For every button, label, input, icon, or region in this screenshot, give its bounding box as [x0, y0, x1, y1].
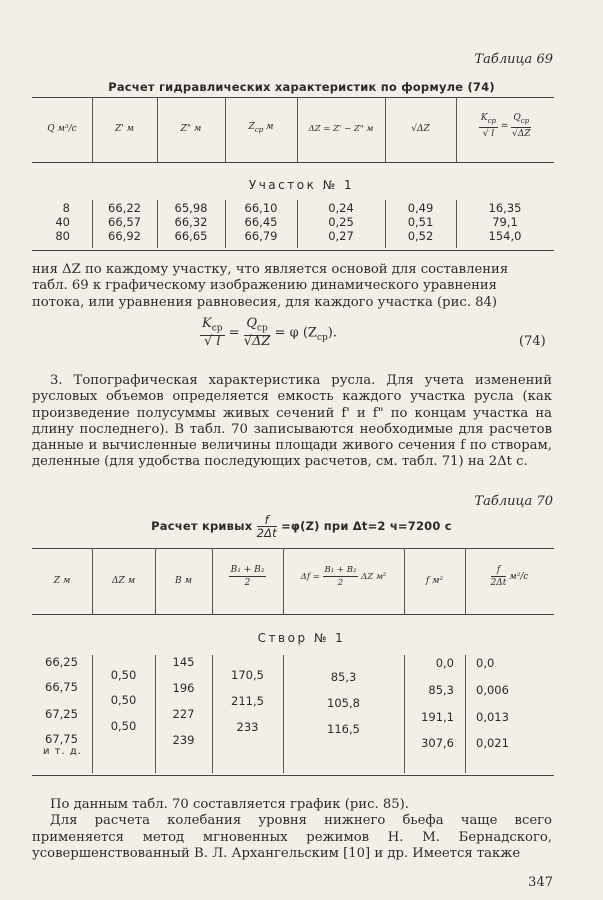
table-69-caption: Таблица 69	[474, 52, 553, 67]
table-70-cell: и т. д.	[43, 746, 82, 757]
table-70-header-dz: ΔZ м	[111, 576, 136, 586]
table-70-header-z: Z м	[53, 576, 71, 586]
table-70-col-divider	[465, 655, 466, 773]
table-69-cell: 0,51	[407, 215, 434, 229]
table-69-header-z2: Z" м	[180, 124, 202, 134]
text-line: табл. 69 к графическому изображению динамического уравнения	[32, 278, 497, 294]
paragraph-text: По данным табл. 70 составляется график (рис. 85).	[50, 797, 409, 812]
table-70-cell: 233	[236, 720, 259, 734]
table-70-cell: 66,75	[45, 680, 78, 694]
table-70-header-bavg: $\frac{\text{B₁ + B₂}}{2}$	[230, 565, 265, 588]
table-69-cell: 65,98	[174, 201, 208, 215]
table-70-cell: 0,50	[110, 693, 137, 707]
table-69-cell: 0,24	[328, 201, 354, 215]
table-70-cell: 0,50	[110, 668, 137, 682]
table-70-cell: 66,25	[45, 655, 78, 669]
table-69-cell: 0,25	[328, 215, 354, 229]
table-70-cell: 211,5	[231, 694, 264, 708]
equation-74: $\frac{K_{ср}}{√ l}$ = $\frac{Q_{ср}}{√\Delta Z}$ = φ $(Z_{ср})$.	[202, 316, 337, 349]
table-69-cell: 79,1	[492, 215, 518, 229]
table-70-caption: Таблица 70	[474, 494, 553, 509]
table-70-cell: 0,013	[476, 710, 509, 724]
text-line: потока, или уравнения равновесия, для каждого участка (рис. 84)	[32, 294, 498, 310]
table-69-cell: 66,79	[244, 229, 278, 243]
table-70-cell: 85,3	[428, 683, 454, 697]
paragraph-topographic	[32, 373, 552, 471]
table-69-cell: 66,65	[174, 229, 208, 243]
table-69-section-label: Участок № 1	[248, 178, 355, 192]
table-70-cell: 0,021	[476, 736, 509, 750]
table-70-cell: 307,6	[421, 736, 454, 750]
table-70-cell: 85,3	[330, 670, 357, 684]
table-70-header-f: f м²	[425, 576, 444, 586]
text-line: ния ΔZ по каждому участку, что является основой для составления	[32, 262, 509, 277]
table-69-cell: 8	[62, 201, 70, 215]
table-70-cell: 0,006	[476, 683, 509, 697]
table-69-cell: 0,49	[407, 201, 434, 215]
paragraph-text: 3. Топографическая характеристика русла. Для учета изменений русловых объемов определяется емкость каждого участка русла (как произведение полусуммы живых сечений f' и f" по концам участка на длину последнего). В табл. 70 записываются необходимые для расчетов данные и вычисленные величины площади живого сечения f по створам, деленные (для удобства последующих расчетов, см. табл. 71) на 2Δt с.	[32, 373, 552, 470]
table-70-title: Расчет кривых $\frac{f}{2\Delta t}$ =φ(Z) при Δt=2 ч=7200 с	[151, 513, 452, 540]
table-70-cell: 227	[172, 707, 195, 721]
table-69-cell: 66,22	[108, 201, 141, 215]
table-70-cell: 170,5	[231, 668, 264, 682]
paragraph-graph	[32, 797, 552, 862]
table-69-header-zcp: $Z_{ср}$ м	[248, 122, 274, 134]
table-69-bottom-rule	[32, 250, 554, 251]
table-70-cell: 145	[172, 655, 195, 669]
table-70-cell: 116,5	[327, 722, 360, 736]
table-69-title: Расчет гидравлических характеристик по формуле (74)	[108, 80, 495, 94]
table-69-cell: 40	[55, 215, 70, 229]
table-70-cell: 0,50	[110, 719, 137, 733]
table-69-cell: 154,0	[488, 229, 522, 243]
table-70-header-rule	[32, 614, 554, 615]
table-69-cell: 16,35	[488, 201, 522, 215]
table-70-top-rule	[32, 548, 554, 549]
table-70-bottom-rule	[32, 775, 554, 776]
table-69-header-rule	[32, 162, 554, 163]
table-69-header-z1: Z' м	[114, 124, 135, 134]
table-69-cell: 66,57	[108, 215, 141, 229]
table-69-cell: 66,10	[244, 201, 278, 215]
table-69-cell: 80	[55, 229, 70, 243]
table-70-cell: 67,75	[45, 732, 78, 746]
table-69-header-q: Q м³/с	[47, 124, 77, 134]
table-70-cell: 105,8	[327, 696, 360, 710]
table-70-cell: 67,25	[45, 707, 78, 721]
table-70-header-df: Δf = $\frac{\text{B₁ + B₂}}{2}$ ΔZ м²	[300, 565, 387, 588]
table-70-header-f2dt: $\frac{f}{2\Delta t}$ м²/с	[490, 565, 529, 588]
table-70-header-b: B м	[175, 576, 192, 586]
paragraph-text: Для расчета колебания уровня нижнего бьефа чаще всего применяется метод мгновенных режимов Н. М. Бернадского, усовершенствованный В. Л. Архангельским [10] и др. Имеется также	[32, 813, 552, 861]
table-69-cell: 0,52	[407, 229, 434, 243]
page-number: 347	[528, 875, 553, 890]
table-69-cell: 0,27	[328, 229, 354, 243]
table-69-top-rule	[32, 97, 554, 98]
table-70-cell: 0,0	[435, 656, 454, 670]
table-69-cell: 66,92	[108, 229, 141, 243]
table-69-cell: 66,32	[174, 215, 208, 229]
table-70-cell: 0,0	[476, 656, 495, 670]
paragraph-continuation	[32, 262, 552, 311]
table-70-section-label: Створ № 1	[257, 631, 346, 645]
table-70-cell: 239	[172, 733, 195, 747]
table-69-header-ratio: $\frac{K_{ср}}{√ l}$ = $\frac{Q_{ср}}{√\Delta Z}$	[480, 113, 531, 139]
table-70-cell: 196	[172, 681, 195, 695]
table-69-cell: 66,45	[244, 215, 278, 229]
table-69-header-dz: ΔZ = Z' − Z" м	[308, 124, 374, 134]
table-69-header-sqrt-dz: √ΔZ	[411, 124, 430, 134]
equation-number: (74)	[519, 334, 546, 349]
table-70-cell: 191,1	[421, 710, 454, 724]
